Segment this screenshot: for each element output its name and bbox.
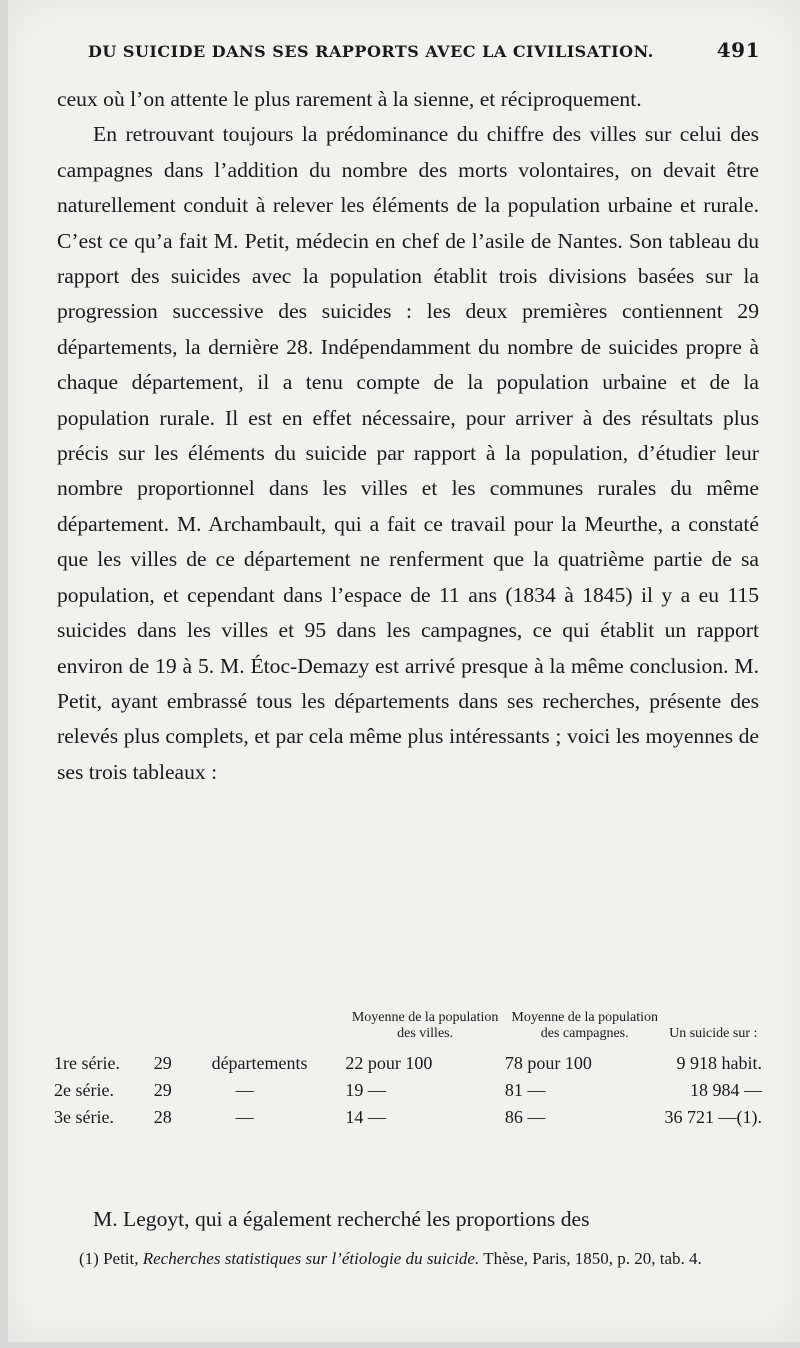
paragraph-3: M. Legoyt, qui a également recherché les proportions des	[93, 1206, 590, 1231]
running-title: DU SUICIDE DANS SES RAPPORTS AVEC LA CIVILISATION.	[88, 42, 654, 61]
count-cell: 29	[153, 1080, 172, 1100]
table-header-row	[54, 1010, 762, 1050]
serie-cell: 3e série.	[54, 1107, 114, 1127]
suicide-cell: 9 918 habit.	[676, 1053, 762, 1073]
serie-cell: 1re série.	[54, 1053, 120, 1073]
footnote-rest: Thèse, Paris, 1850, p. 20, tab. 4.	[483, 1249, 702, 1268]
campagnes-cell: 86 —	[504, 1107, 546, 1127]
villes-cell: 19 —	[345, 1080, 386, 1100]
dept-cell: —	[235, 1107, 254, 1127]
footnote-marker: (1) Petit,	[79, 1249, 139, 1268]
book-page	[8, 0, 800, 1342]
table-row	[54, 1077, 762, 1104]
paragraph-1: ceux où l’on attente le plus rarement à la sienne, et réciproquement.	[57, 87, 642, 111]
footnote	[57, 1245, 759, 1273]
body-text	[57, 82, 759, 790]
statistics-table	[54, 1010, 762, 1131]
table-row	[54, 1104, 762, 1131]
header-suicide: Un suicide sur :	[669, 1026, 758, 1041]
dept-cell: départements	[211, 1053, 308, 1073]
villes-cell: 22 pour 100	[345, 1053, 433, 1073]
table-row	[54, 1050, 762, 1077]
serie-cell: 2e série.	[54, 1080, 114, 1100]
paragraph-2: En retrouvant toujours la prédominance du chiffre des villes sur celui des campagnes dans l’addition du nombre des morts volontaires, on devait être naturellement conduit à relever les éléments de la population urbaine et rurale. C’est ce qu’a fait M. Petit, médecin en chef de l’asile de Nantes. Son tableau du rapport des suicides avec la population établit trois divisions basées sur la progression successive des suicides : les deux premières contiennent 29 départements, la dernière 28. Indépendamment du nombre de suicides propre à chaque département, il a tenu compte de la population urbaine et de la population rurale. Il est en effet nécessaire, pour arriver à des résultats plus précis sur les éléments du suicide par rapport à la population, d’étudier leur nombre proportionnel dans les villes et les communes rurales du même département. M. Archambault, qui a fait ce travail pour la Meurthe, a constaté que les villes de ce département ne renferment que la quatrième partie de sa population, et cependant dans l’espace de 11 ans (1834 à 1845) il y a eu 115 suicides dans les villes et 95 dans les campagnes, ce qui établit un rapport environ de 19 à 5. M. Étoc-Demazy est arrivé presque à la même conclusion. M. Petit, ayant embrassé tous les départements dans ses recherches, présente des relevés plus complets, et par cela même plus intéressants ; voici les moyennes de ses trois tableaux :	[57, 122, 759, 784]
header-villes: Moyenne de la population des villes.	[351, 1010, 499, 1041]
campagnes-cell: 78 pour 100	[504, 1053, 592, 1073]
campagnes-cell: 81 —	[504, 1080, 546, 1100]
count-cell: 28	[153, 1107, 172, 1127]
villes-cell: 14 —	[345, 1107, 386, 1127]
running-header	[88, 38, 760, 62]
suicide-cell: 36 721 —(1).	[664, 1107, 762, 1127]
dept-cell: —	[235, 1080, 254, 1100]
footnote-title: Recherches statistiques sur l’étiologie du suicide.	[142, 1249, 480, 1268]
header-campagnes: Moyenne de la population des campagnes.	[511, 1010, 658, 1041]
page-number: 491	[716, 38, 760, 62]
count-cell: 29	[153, 1053, 172, 1073]
suicide-cell: 18 984 —	[690, 1080, 762, 1100]
